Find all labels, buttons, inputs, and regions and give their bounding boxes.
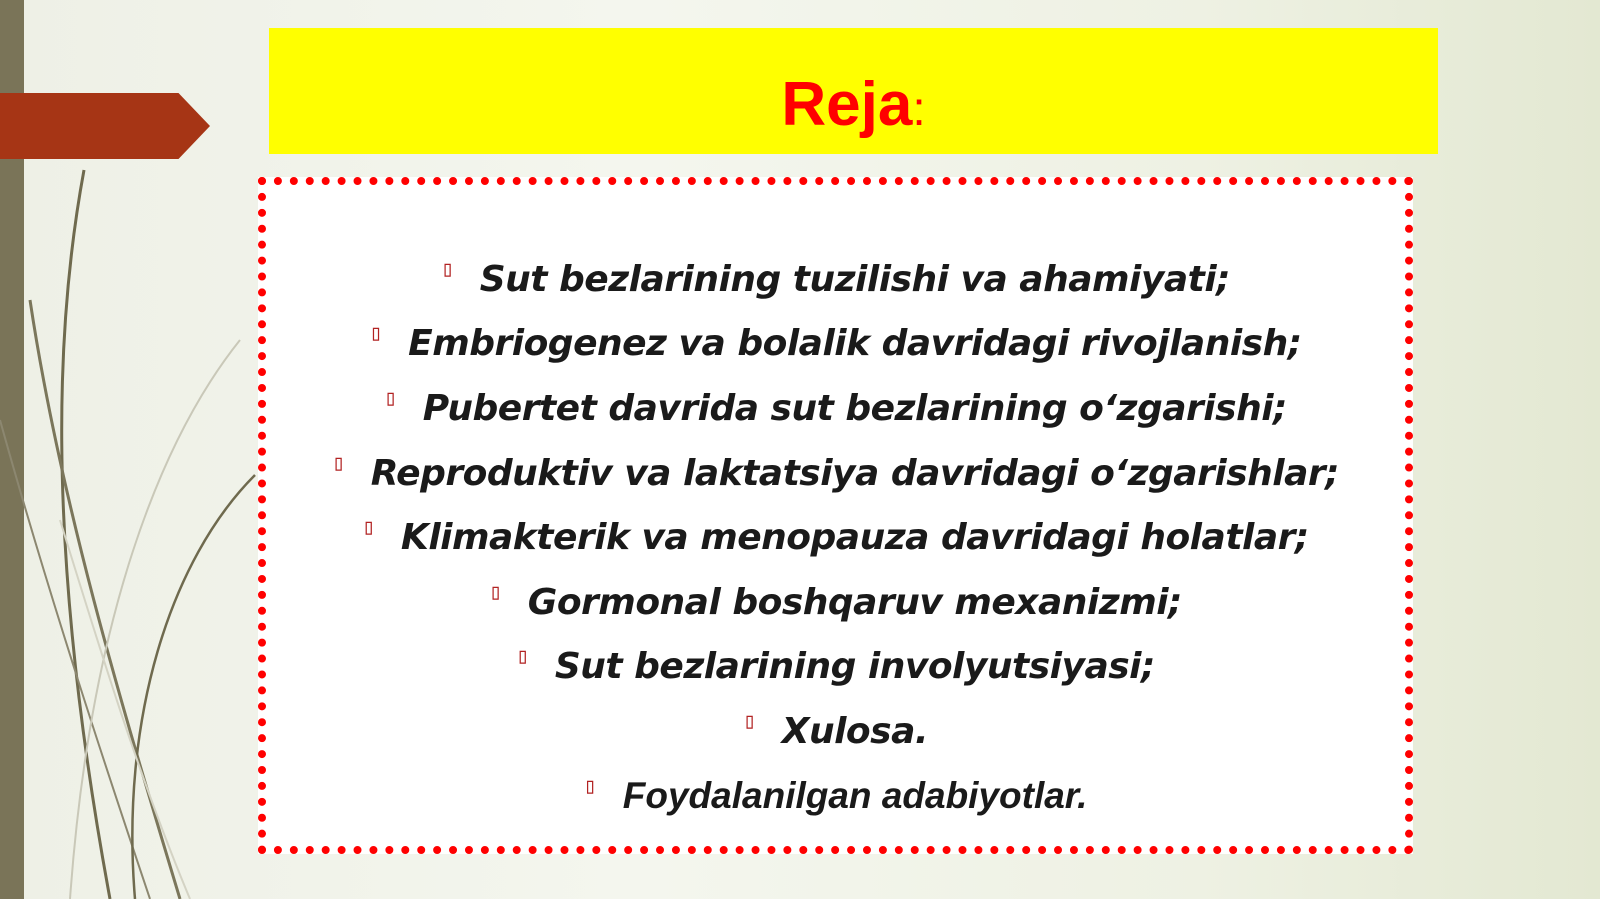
plan-item-label: Sut bezlarining involyutsiyasi;	[554, 646, 1155, 688]
plan-item-label: Gormonal boshqaruv mexanizmi;	[527, 581, 1182, 623]
plan-item	[266, 376, 1405, 441]
plan-item-label: Reproduktiv va laktatsiya davridagi o‘zgarishlar;	[370, 452, 1340, 494]
box-bullet-icon: ▯	[362, 515, 375, 541]
box-bullet-icon: ▯	[331, 450, 345, 476]
plan-box	[258, 177, 1413, 854]
arrow-tag-decoration	[0, 93, 210, 159]
plan-item-label: Embriogenez va bolalik davridagi rivojlanish;	[408, 323, 1302, 365]
box-bullet-icon: ▯	[742, 708, 756, 734]
title-banner	[269, 28, 1438, 154]
plan-item-label: Sut bezlarining tuzilishi va ahamiyati;	[479, 258, 1231, 300]
plan-item-label: Foydalanilgan adabiyotlar.	[622, 775, 1088, 817]
box-bullet-icon: ▯	[384, 385, 397, 411]
plan-item-label: Xulosa.	[781, 710, 929, 752]
plan-item	[266, 699, 1405, 764]
plan-item	[266, 247, 1405, 312]
box-bullet-icon: ▯	[440, 256, 454, 282]
plan-item	[266, 764, 1405, 829]
box-bullet-icon: ▯	[489, 579, 502, 605]
plan-item	[266, 505, 1405, 570]
plan-item-label: Klimakterik va menopauza davridagi holatlar;	[400, 517, 1309, 559]
slide-title-text: Reja	[781, 70, 913, 139]
box-bullet-icon: ▯	[516, 644, 529, 670]
plan-item	[266, 441, 1405, 506]
plan-item-label: Pubertet davrida sut bezlarining o‘zgarishi;	[422, 387, 1287, 429]
plan-item	[266, 570, 1405, 635]
plan-item	[266, 312, 1405, 377]
slide-title	[269, 66, 1438, 149]
box-bullet-icon: ▯	[369, 321, 383, 347]
slide-title-colon: :	[912, 83, 926, 136]
box-bullet-icon: ▯	[583, 773, 597, 799]
plan-item	[266, 635, 1405, 700]
plan-list	[266, 247, 1405, 828]
